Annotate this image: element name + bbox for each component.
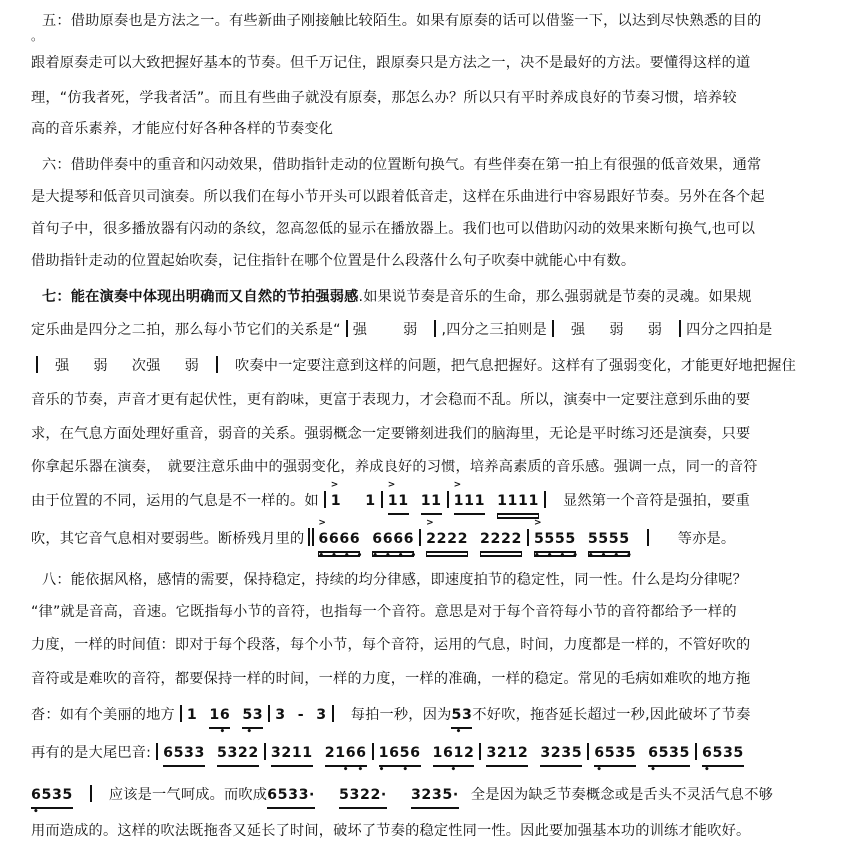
p7-line-6 bbox=[31, 456, 846, 478]
note-group: 53 • bbox=[451, 704, 472, 729]
barline bbox=[434, 320, 436, 337]
barline bbox=[264, 743, 266, 760]
p7-line-2 bbox=[31, 319, 846, 341]
note-group bbox=[163, 742, 205, 767]
p7-line-5 bbox=[31, 423, 846, 445]
p8-text-5a: 沓：如有个美丽的地方 bbox=[31, 707, 175, 723]
p7-heading: 七：能在演奏中体现出明确而又自然的节拍强弱感 bbox=[42, 289, 359, 305]
note-group: 2166 •• bbox=[325, 742, 367, 767]
note: 3235 bbox=[540, 745, 583, 761]
p7-text-4: 音乐的节奏，声音才更有起伏性，更有韵味，更富于表现力，才会稳而不乱。所以，演奏中一定要注意到乐曲的要 bbox=[31, 392, 751, 408]
weak-beat: 弱 bbox=[609, 322, 624, 338]
note-group bbox=[267, 784, 315, 809]
note-group: 6666 •••• bbox=[372, 528, 414, 553]
p6-line-4 bbox=[31, 250, 846, 272]
barline bbox=[381, 491, 383, 508]
strong-beat: 强 bbox=[55, 358, 70, 374]
note-group: > 5555 •••• bbox=[533, 518, 585, 561]
double-barline bbox=[308, 528, 314, 546]
weak-beat: 弱 bbox=[647, 322, 663, 338]
p6-text-1: 六：借助伴奏中的重音和闪动效果，借助指针走动的位置断句换气。有些伴奏在第一拍上有很强的低音效果，通常 bbox=[42, 157, 762, 173]
p6-text-4: 借助指针走动的位置起始吹奏，记住指针在哪个位置是什么段落什么句子吹奏中就能心中有数。 bbox=[31, 253, 636, 269]
weak-beat: 弱 bbox=[93, 358, 108, 374]
note-group: 5555 •••• bbox=[588, 528, 630, 553]
note: 6666 bbox=[372, 531, 415, 547]
p8-line-2 bbox=[31, 601, 846, 623]
note-group: > 6666 •••• bbox=[318, 518, 370, 561]
p6-text-3: 首句子中，很多播放器有闪动的条纹，忽高忽低的显示在播放器上。我们也可以借助闪动的效果来断句换气,也可以 bbox=[31, 221, 756, 237]
p8-text-5c: 不好吹，拖沓延长超过一秒,因此破坏了节奏 bbox=[472, 707, 751, 723]
medium-strong-beat: 次强 bbox=[131, 358, 161, 374]
p5-text-1b: 。 bbox=[31, 29, 44, 43]
note-group: > 2222 bbox=[426, 528, 468, 553]
note: 1 bbox=[330, 493, 342, 509]
note-group: 16 • bbox=[209, 704, 230, 729]
strong-beat: 强 bbox=[570, 322, 586, 338]
note-group: > 11 bbox=[388, 490, 409, 515]
p7-text-2c: 四分之四拍是 bbox=[686, 322, 773, 338]
p8-text-7a: 应该是一气呵成。而吹成 bbox=[108, 787, 268, 803]
p8-text-8: 用而造成的。这样的吹法既拖沓又延长了时间，破坏了节奏的稳定性同一性。因此要加强基本功的训练才能吹好。 bbox=[31, 823, 751, 839]
note: 1111 bbox=[497, 493, 539, 509]
barline bbox=[156, 743, 158, 760]
p8-line-4 bbox=[31, 668, 846, 690]
p7-text-8b: 等亦是。 bbox=[677, 531, 736, 547]
barline bbox=[647, 529, 649, 546]
p7-text-7b: 显然第一个音符是强拍，要重 bbox=[562, 493, 750, 509]
note: 1 bbox=[186, 707, 198, 723]
note-group bbox=[298, 704, 305, 726]
barline bbox=[527, 529, 529, 546]
barline bbox=[479, 743, 481, 760]
p7-text-3: 吹奏中一定要注意到这样的问题，把气息把握好。这样有了强弱变化，才能更好地把握住 bbox=[234, 358, 797, 374]
note: 2222 bbox=[426, 531, 469, 547]
barline bbox=[679, 320, 681, 337]
p8-line-7 bbox=[31, 784, 846, 817]
note-group bbox=[365, 490, 375, 512]
barline bbox=[346, 320, 348, 337]
note-group: 1612 • bbox=[433, 742, 475, 767]
barline bbox=[447, 491, 449, 508]
note-group: 6535 • bbox=[702, 742, 744, 767]
p7-line-1 bbox=[42, 286, 846, 308]
p7-text-7a: 由于位置的不同，运用的气息是不一样的。如 bbox=[31, 493, 319, 509]
p5-text-4: 高的音乐素养，才能应付好各种各样的节奏变化 bbox=[31, 121, 334, 137]
note-group bbox=[316, 704, 326, 726]
note-group: 1656 •• bbox=[379, 742, 421, 767]
p8-text-7b: 全是因为缺乏节奏概念或是舌头不灵活气息不够 bbox=[470, 787, 773, 803]
note-group: > 1 bbox=[330, 480, 342, 509]
p8-text-1: 八：能依据风格，感情的需要，保持稳定，持续的均分律感，即速度拍节的稳定性，同一性。什么是均分律呢？ bbox=[42, 572, 747, 588]
note: 6535 bbox=[702, 745, 744, 761]
barline bbox=[216, 356, 218, 373]
barline bbox=[180, 705, 182, 722]
p8-line-3 bbox=[31, 634, 846, 656]
note: 6535 bbox=[594, 745, 637, 761]
note-group bbox=[421, 490, 442, 515]
p6-line-2 bbox=[31, 186, 846, 208]
p7-text-2a: 定乐曲是四分之二拍，那么每小节它们的关系是“ bbox=[31, 322, 341, 338]
p8-line-6 bbox=[31, 742, 846, 775]
note-group bbox=[271, 742, 313, 767]
p7-text-1: .如果说节奏是音乐的生命，那么强弱就是节奏的灵魂。如果规 bbox=[358, 289, 752, 305]
p8-text-4: 音符或是难吹的音符，都要保持一样的时间，一样的力度，一样的准确，一样的稳定。常见的毛病如难吹的地方拖 bbox=[31, 671, 751, 687]
barline bbox=[36, 356, 38, 373]
p5-text-3: 理，“仿我者死，学我者活”。而且有些曲子就没有原奏，那怎么办？所以只有平时养成良好的节奏习惯，培养较 bbox=[31, 90, 737, 106]
note: 2166 bbox=[324, 745, 367, 761]
note: 3 bbox=[275, 707, 286, 723]
note: 3212 bbox=[486, 745, 529, 761]
p8-line-8 bbox=[31, 820, 846, 842]
note: 53 bbox=[242, 707, 264, 723]
note: 5555 bbox=[587, 531, 630, 547]
p8-text-6a: 再有的是大尾巴音: bbox=[31, 745, 152, 761]
barline bbox=[419, 529, 421, 546]
p7-line-4 bbox=[31, 389, 846, 411]
p7-text-2b: ,四分之三拍则是 bbox=[441, 322, 547, 338]
note-group bbox=[480, 528, 522, 553]
p8-text-2: “律”就是音高，音速。它既指每小节的音符，也指每一个音符。意思是对于每个音符每小节的音符都给予一样的 bbox=[31, 604, 737, 620]
p8-line-1 bbox=[42, 569, 846, 591]
p6-line-3 bbox=[31, 218, 846, 240]
note-group: 6535 • bbox=[31, 784, 73, 809]
note: 53 bbox=[451, 707, 473, 723]
note-group: > 111 bbox=[454, 490, 485, 515]
weak-beat: 弱 bbox=[184, 358, 199, 374]
p6-line-1 bbox=[42, 154, 846, 176]
barline bbox=[324, 491, 326, 508]
barline bbox=[587, 743, 589, 760]
note-group bbox=[540, 742, 582, 767]
note: 1612 bbox=[432, 745, 475, 761]
note: 11 bbox=[387, 493, 409, 509]
p7-text-6: 你拿起乐器在演奏， 就要注意乐曲中的强弱变化，养成良好的习惯，培养高素质的音乐感。强调一点，同一的音符 bbox=[31, 459, 758, 475]
barline bbox=[544, 491, 546, 508]
p7-line-8 bbox=[31, 518, 846, 561]
note: 2222 bbox=[480, 531, 522, 547]
note: 6533· bbox=[267, 787, 316, 803]
note-group bbox=[187, 704, 197, 726]
note-group bbox=[411, 784, 459, 809]
barline bbox=[695, 743, 697, 760]
note: 3 bbox=[316, 707, 327, 723]
barline bbox=[90, 785, 92, 802]
note: 6533 bbox=[163, 745, 205, 761]
p5-line-2 bbox=[31, 52, 846, 74]
note: 6535 bbox=[648, 745, 690, 761]
barline bbox=[552, 320, 554, 337]
note-group: 6535 • bbox=[648, 742, 690, 767]
note: 6535 bbox=[31, 787, 73, 803]
note: 11 bbox=[420, 493, 442, 509]
note: 5555 bbox=[533, 531, 576, 547]
note-group: 6535 • bbox=[594, 742, 636, 767]
p8-text-3: 力度，一样的时间值：即对于每个段落，每个小节，每个音符，运用的气息，时间，力度都是一样的，不管好吹的 bbox=[31, 637, 751, 653]
note: - bbox=[297, 707, 305, 723]
note: 6666 bbox=[318, 531, 361, 547]
note-group: 53 • bbox=[242, 704, 263, 729]
p7-line-7 bbox=[31, 480, 846, 515]
note: 5322 bbox=[216, 745, 259, 761]
note: 3211 bbox=[270, 745, 313, 761]
weak-beat: 弱 bbox=[403, 322, 418, 338]
note: 5322· bbox=[339, 787, 387, 803]
note-group bbox=[275, 704, 285, 726]
p7-line-3 bbox=[36, 355, 846, 377]
p8-text-5b: 每拍一秒，因为 bbox=[350, 707, 452, 723]
note-group bbox=[339, 784, 387, 809]
p5-line-4 bbox=[31, 118, 846, 140]
barline bbox=[332, 705, 334, 722]
note: 3235· bbox=[410, 787, 459, 803]
p5-text-2: 跟着原奏走可以大致把握好基本的节奏。但千万记住，跟原奏只是方法之一，决不是最好的方法。要懂得这样的道 bbox=[31, 55, 751, 71]
strong-beat: 强 bbox=[352, 322, 368, 338]
p6-text-2: 是大提琴和低音贝司演奏。所以我们在每小节开头可以跟着低音走，这样在乐曲进行中容易跟好节奏。另外在各个起 bbox=[31, 189, 765, 205]
note: 111 bbox=[453, 493, 486, 509]
note: 1656 bbox=[378, 745, 421, 761]
p5-line-3 bbox=[31, 87, 846, 109]
note-group bbox=[217, 742, 259, 767]
p5-line-1b bbox=[31, 29, 846, 43]
barline bbox=[372, 743, 374, 760]
p5-text-1: 五：借助原奏也是方法之一。有些新曲子刚接触比较陌生。如果有原奏的话可以借鉴一下，以达到尽快熟悉的目的 bbox=[42, 13, 762, 29]
note-group bbox=[497, 490, 539, 515]
p7-text-8a: 吹，其它音气息相对要弱些。断桥残月里的 bbox=[31, 531, 305, 547]
note-group bbox=[486, 742, 528, 767]
p7-text-5: 求，在气息方面处理好重音，弱音的关系。强弱概念一定要锵刻进我们的脑海里，无论是平时练习还是演奏，只要 bbox=[31, 426, 751, 442]
barline bbox=[268, 705, 270, 722]
note: 1 bbox=[365, 493, 376, 509]
note: 16 bbox=[209, 707, 231, 723]
p8-line-5 bbox=[31, 704, 846, 737]
